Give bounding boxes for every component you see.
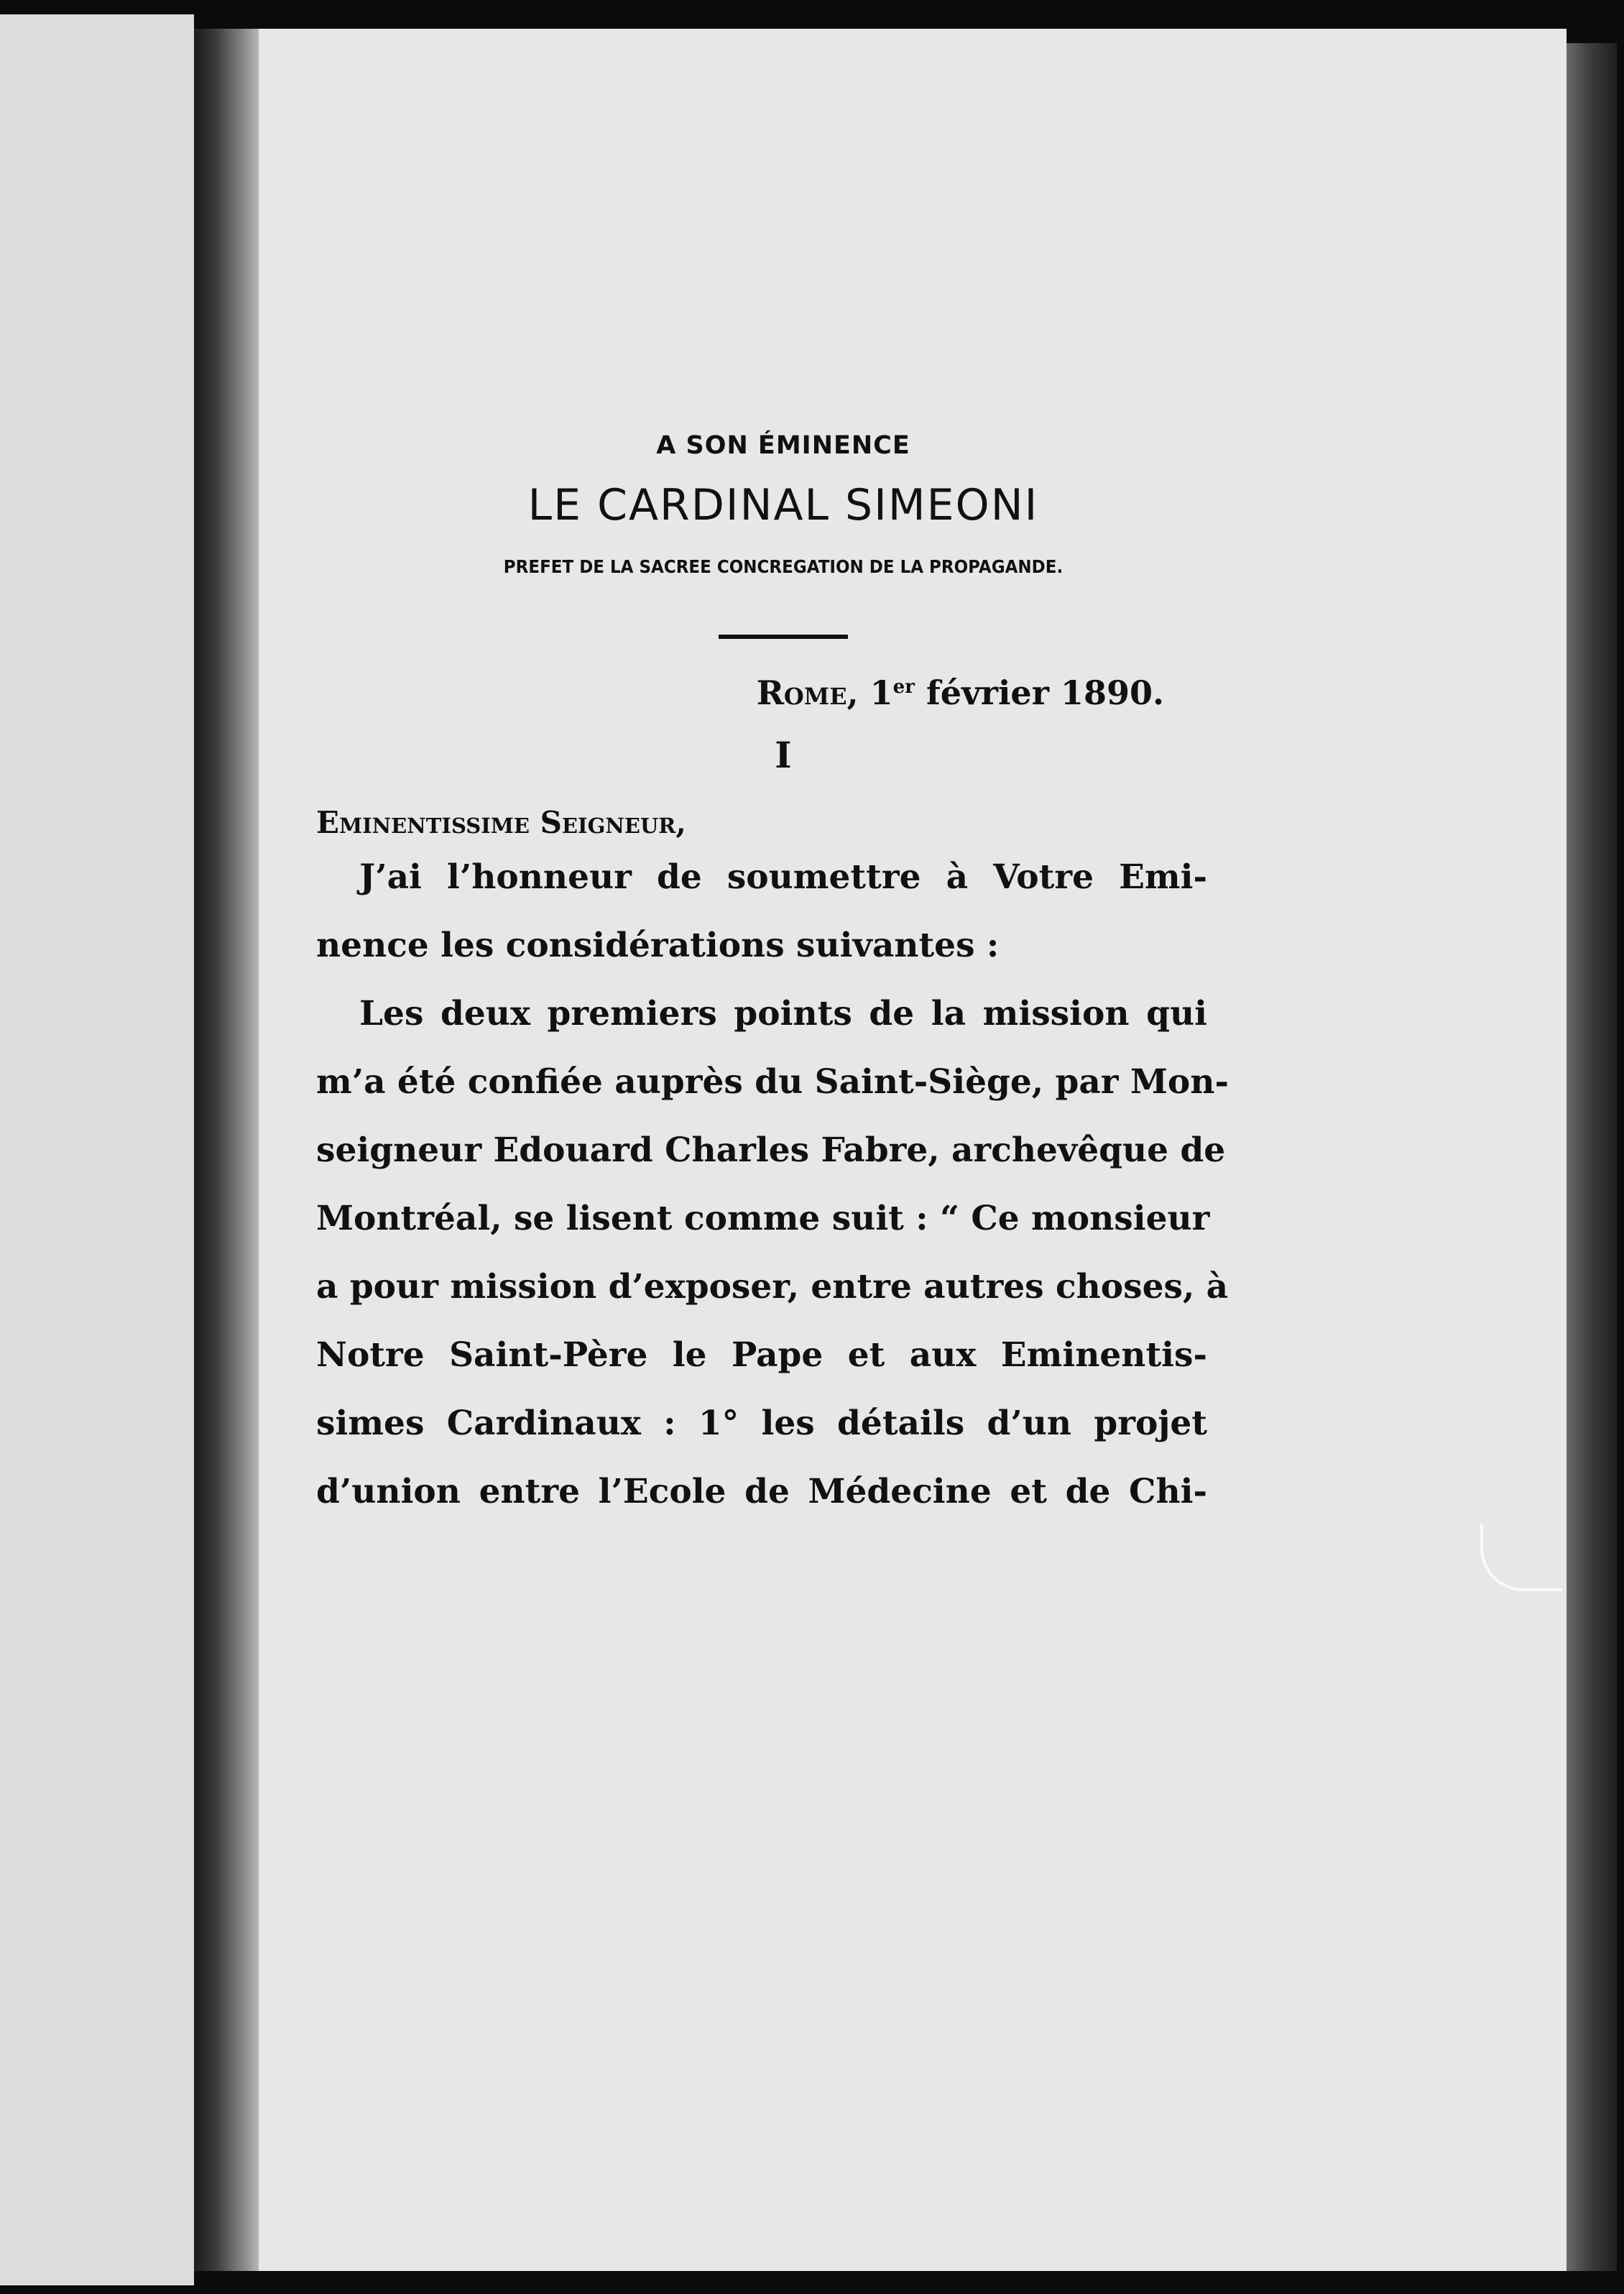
dateline-rest: février 1890. [926,673,1164,712]
text-line: Montréal, se lisent comme suit : “ Ce monsieur [316,1199,1210,1238]
divider-rule [719,635,848,639]
paragraph [316,980,1229,1526]
text-line: Notre Saint-Père le Pape et aux Eminentis- [316,1335,1207,1375]
book-spine-shadow [194,29,266,2271]
paragraph [316,843,1207,980]
body-text [316,843,1229,1526]
page-edge-stack [1567,43,1617,2271]
cardinal-title: LE CARDINAL SIMEONI [527,480,1039,530]
text-line: Les deux premiers points de la mission qui [359,994,1207,1033]
text-line: simes Cardinaux : 1° les détails d’un projet [316,1404,1207,1443]
text-line: d’union entre l’Ecole de Médecine et de Chi- [316,1472,1207,1511]
dedication-line: A SON ÉMINENCE [656,431,910,460]
dateline [316,673,1207,712]
dateline-day: 1 [869,673,893,712]
text-line: m’a été confiée auprès du Saint-Siège, par Mon- [316,1062,1229,1102]
facing-page-fragment [0,14,194,2285]
prefect-subtitle: PREFET DE LA SACREE CONCREGATION DE LA PROPAGANDE. [503,556,1064,577]
text-line: nence les considérations suivantes : [316,926,1000,965]
page-content [316,431,1229,1526]
dateline-place: Rome, [756,673,859,712]
section-number: I [775,734,792,776]
text-line: a pour mission d’exposer, entre autres choses, à [316,1267,1229,1307]
dateline-day-suffix: er [892,676,915,698]
text-line: J’ai l’honneur de soumettre à Votre Emi- [359,857,1207,897]
salutation: Eminentissime Seigneur, [316,805,686,840]
text-line: seigneur Edouard Charles Fabre, archevêque de [316,1130,1226,1170]
